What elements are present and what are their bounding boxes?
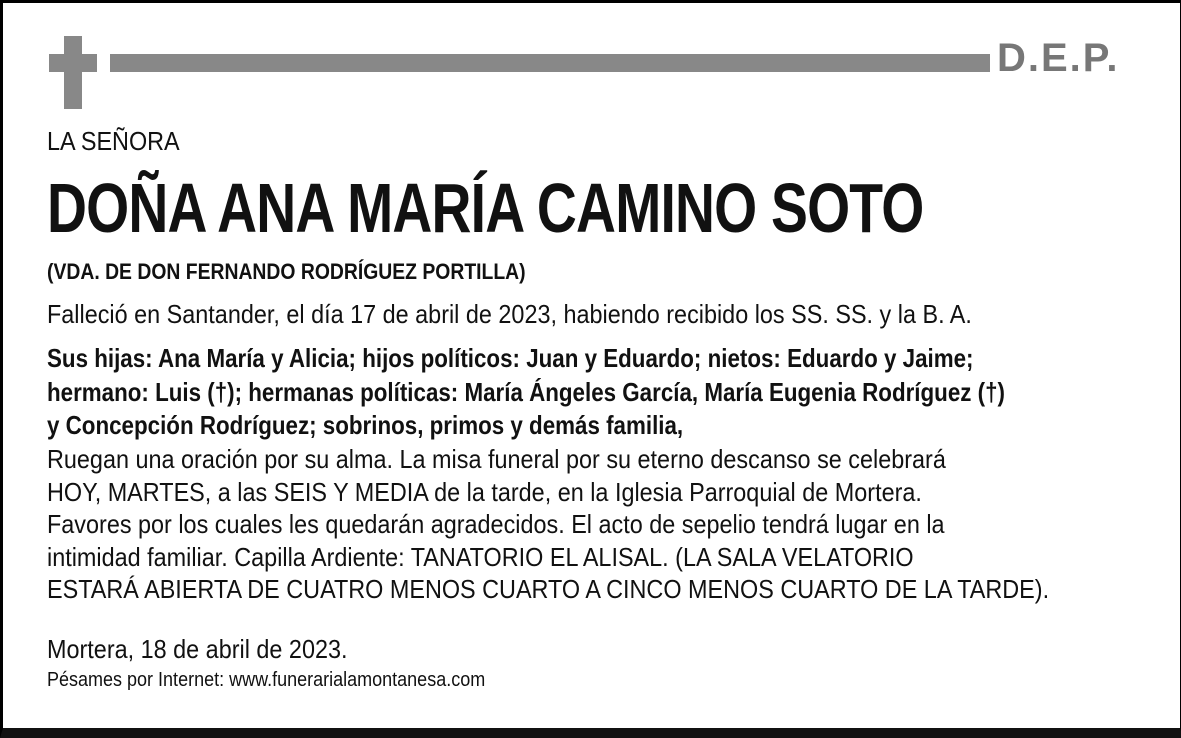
dep-label: D.E.P.: [997, 36, 1120, 80]
widow-of: (VDA. DE DON FERNANDO RODRÍGUEZ PORTILLA): [47, 259, 526, 284]
request-line: HOY, MARTES, a las SEIS Y MEDIA de la tarde, en la Iglesia Parroquial de Mortera.: [47, 477, 922, 507]
request-line: Favores por los cuales les quedarán agradecidos. El acto de sepelio tendrá lugar en la: [47, 509, 945, 539]
deceased-name: DOÑA ANA MARÍA CAMINO SOTO: [47, 169, 924, 247]
intro: LA SEÑORA: [47, 126, 180, 156]
place-date: Mortera, 18 de abril de 2023.: [47, 634, 348, 664]
family-line: y Concepción Rodríguez; sobrinos, primos y demás familia,: [47, 410, 684, 440]
request-line: Ruegan una oración por su alma. La misa funeral por su eterno descanso se celebrará: [47, 444, 946, 474]
header-rule: [110, 54, 990, 72]
request-line: ESTARÁ ABIERTA DE CUATRO MENOS CUARTO A CINCO MENOS CUARTO DE LA TARDE).: [47, 574, 1050, 604]
cross-icon-arm: [49, 54, 97, 72]
family-line: Sus hijas: Ana María y Alicia; hijos políticos: Juan y Eduardo; nietos: Eduardo y Jaime;: [47, 343, 974, 373]
condolences-link: Pésames por Internet: www.funerarialamontanesa.com: [47, 669, 486, 691]
family-line: hermano: Luis (†); hermanas políticas: María Ángeles García, María Eugenia Rodríguez (†): [47, 377, 1005, 407]
death-notice: Falleció en Santander, el día 17 de abril de 2023, habiendo recibido los SS. SS. y la B. A.: [47, 299, 972, 329]
request-line: intimidad familiar. Capilla Ardiente: TANATORIO EL ALISAL. (LA SALA VELATORIO: [47, 542, 914, 572]
cross-icon: [64, 36, 82, 109]
